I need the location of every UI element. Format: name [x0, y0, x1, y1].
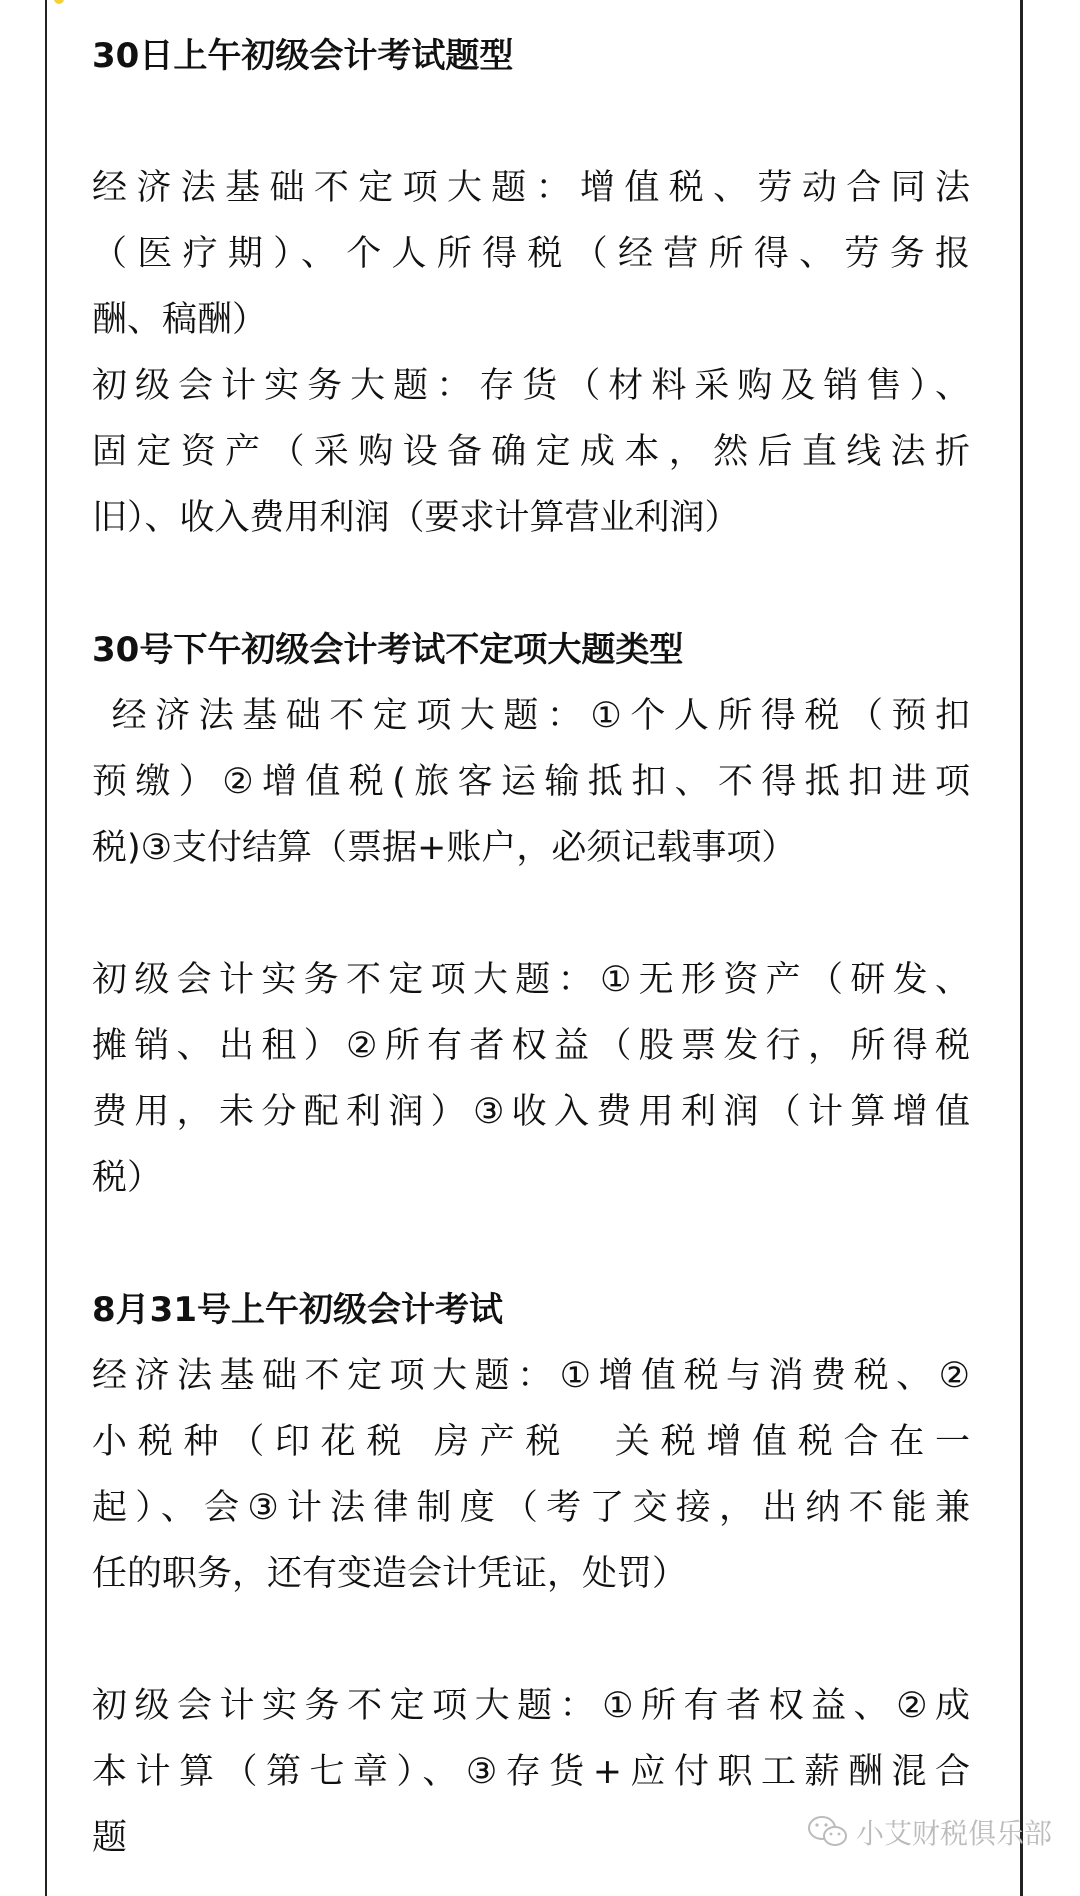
paragraph-line: 起）、会③计法律制度（考了交接，出纳不能兼 [92, 1488, 970, 1528]
paragraph-line: 小税种（印花税 房产税 关税增值税合在一 [92, 1422, 970, 1462]
paragraph-line: 经济法基础不定项大题：增值税、劳动合同法 [92, 168, 970, 208]
section-title: 30号下午初级会计考试不定项大题类型 [92, 630, 684, 670]
paragraph-line: 税） [92, 1158, 163, 1198]
paragraph [92, 353, 970, 551]
paragraph-line: 经济法基础不定项大题：①个人所得税（预扣 [92, 696, 970, 736]
section-title: 8月31号上午初级会计考试 [92, 1290, 503, 1330]
paragraph-line: 费用，未分配利润）③收入费用利润（计算增值 [92, 1092, 970, 1132]
paragraph-line: 题 [92, 1818, 128, 1858]
paragraph-line: 旧）、收入费用利润（要求计算营业利润） [92, 498, 740, 538]
paragraph-line: 酬、稿酬） [92, 300, 268, 340]
watermark-text: 小艾财税俱乐部 [856, 1817, 1053, 1850]
paragraph-line: 摊销、出租）②所有者权益（股票发行，所得税 [92, 1026, 970, 1066]
paragraph-line: 初级会计实务不定项大题：①所有者权益、②成 [92, 1686, 970, 1726]
paragraph [92, 155, 970, 353]
paragraph-line: （医疗期）、个人所得税（经营所得、劳务报 [92, 234, 970, 274]
section-title: 30日上午初级会计考试题型 [92, 36, 514, 76]
paragraph [92, 683, 970, 881]
paragraph-line: 固定资产（采购设备确定成本，然后直线法折 [92, 432, 970, 472]
wechat-icon [806, 1814, 850, 1850]
paragraph-line: 预缴）②增值税(旅客运输抵扣、不得抵扣进项 [92, 762, 970, 802]
watermark [806, 1812, 1052, 1852]
paragraph [92, 1343, 970, 1607]
paragraph-line: 任的职务，还有变造会计凭证，处罚） [92, 1554, 688, 1594]
paragraph-line: 初级会计实务不定项大题：①无形资产（研发、 [92, 960, 970, 1000]
paragraph-line: 初级会计实务大题：存货（材料采购及销售）、 [92, 366, 970, 406]
paragraph-line: 税)③支付结算（票据+账户，必须记载事项） [92, 828, 797, 868]
article-content [92, 23, 970, 1871]
paragraph-line: 经济法基础不定项大题：①增值税与消费税、② [92, 1356, 970, 1396]
paragraph [92, 947, 970, 1211]
paragraph-line: 本计算（第七章）、③存货+应付职工薪酬混合 [92, 1752, 970, 1792]
